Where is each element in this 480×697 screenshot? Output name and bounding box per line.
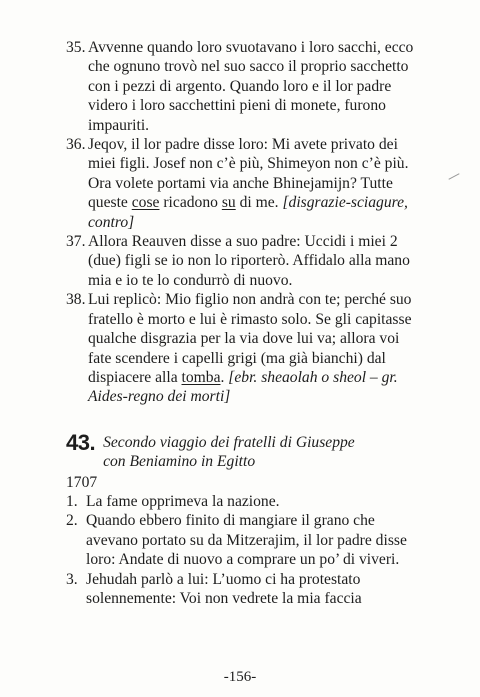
- verse-35: [66, 38, 416, 135]
- verse-text: Avvenne quando loro svuotavano i loro sacchi, ecco che ognuno trovò nel suo sacco il proprio sacchetto con i pezzi di argento. Quando loro e il lor padre videro i loro sacchettini pieni di monete, furono impauriti.: [88, 39, 414, 134]
- underlined-word: tomba: [181, 368, 221, 386]
- verse-number: 36.: [66, 136, 86, 154]
- verse-number: 35.: [66, 39, 86, 56]
- verse-number: 37.: [66, 233, 86, 251]
- bracket-note: [disgrazie-sciagure, contro]: [88, 194, 408, 231]
- verse-text: Lui replicò: Mio figlio non andrà con te; perché suo fratello è morto e lui è rimasto solo. Se gli capitasse qualche disgrazia per la via dove lui va; allora voi fate scendere i capelli grigi (ma già bianchi) dal dispiacere alla tomba. [ebr. sheaolah o sheol – gr. Aides-regno dei morti]: [88, 291, 412, 406]
- scan-mark: [448, 173, 459, 180]
- underlined-word: su: [221, 194, 236, 212]
- bracket-note: [ebr. sheaolah o sheol – gr. Aides-regno dei morti]: [88, 368, 398, 406]
- verse-38: [66, 290, 416, 406]
- chapter-number: 43.: [66, 429, 96, 455]
- verse-text: Jehudah parlò a lui: L’uomo ci ha protestato solennemente: Voi non vedrete la mia faccia: [86, 570, 362, 607]
- verse-number: 3.: [66, 570, 78, 588]
- verse-number: 2.: [66, 512, 78, 530]
- chapter-code: 1707: [66, 473, 98, 491]
- verse-text: Quando ebbero finito di mangiare il grano che avevano portato su da Mitzerajim, il lor padre disse loro: Andate di nuovo a comprare un po’ di viveri.: [86, 512, 407, 569]
- verse-1: [66, 492, 416, 511]
- page-text: [66, 38, 416, 608]
- page-number: -156-: [223, 669, 257, 685]
- verse-3: [66, 570, 416, 609]
- verse-number: 38.: [66, 291, 86, 309]
- chapter-title-line-1: Secondo viaggio dei fratelli di Giuseppe: [103, 433, 355, 451]
- chapter-title: [103, 431, 355, 472]
- chapter-title-line-2: con Beniamino in Egitto: [103, 453, 256, 471]
- verse-text: Jeqov, il lor padre disse loro: Mi avete privato dei miei figli. Josef non c’è più, Shimeyon non c’è più. Ora volete portami via anche Bhinejamijn? Tutte queste cose ricadono su di me. [disgrazie-sciagure, contro]: [88, 136, 409, 231]
- verse-text: La fame opprimeva la nazione.: [86, 492, 280, 510]
- verse-37: [66, 232, 416, 290]
- verse-text: Allora Reauven disse a suo padre: Uccidi i miei 2 (due) figli se io non lo riporterò. Affidalo alla mano mia e io te lo condurrò di nuovo.: [88, 233, 410, 289]
- verse-36: [66, 135, 416, 232]
- underlined-word: cose: [131, 194, 160, 212]
- verse-number: 1.: [66, 492, 78, 510]
- chapter-heading: [66, 431, 416, 472]
- verse-2: [66, 511, 416, 569]
